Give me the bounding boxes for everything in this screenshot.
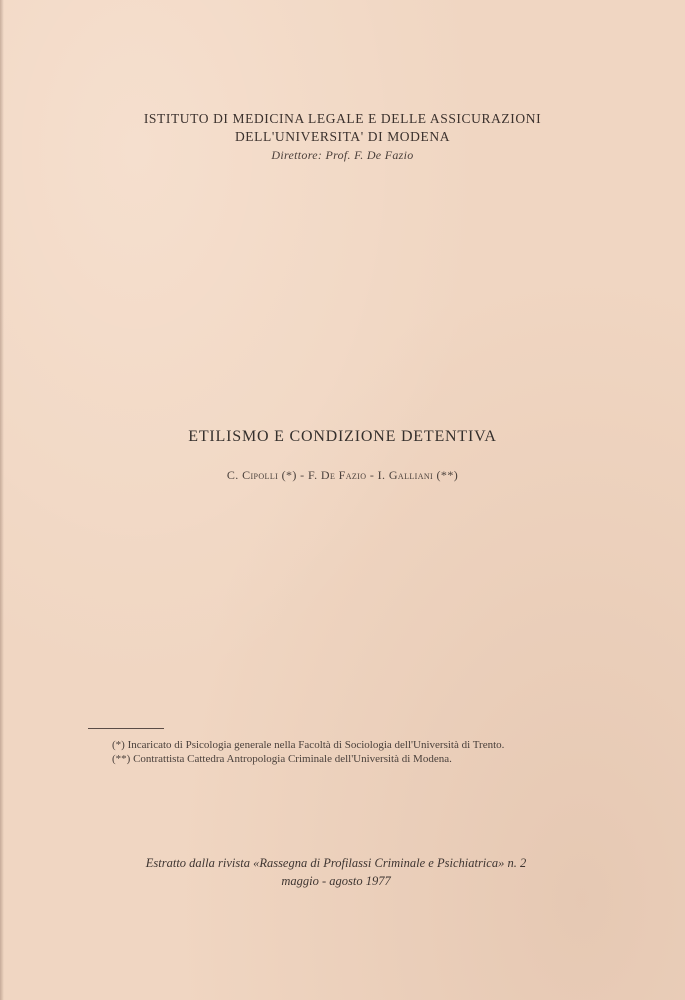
footnote-1: (*) Incaricato di Psicologia generale nella Facoltà di Sociologia dell'Università di Trento. xyxy=(112,739,505,751)
director-line: Direttore: Prof. F. De Fazio xyxy=(271,148,414,162)
footnote-2: (**) Contrattista Cattedra Antropologia Criminale dell'Università di Modena. xyxy=(112,752,452,765)
institute-header xyxy=(0,110,685,164)
document-title: ETILISMO E CONDIZIONE DETENTIVA xyxy=(188,428,497,445)
journal-extract-note xyxy=(86,854,586,890)
extract-date-line: maggio - agosto 1977 xyxy=(281,874,391,888)
university-name: DELL'UNIVERSITA' DI MODENA xyxy=(234,129,451,144)
authors-line: C. Cipolli (*) - F. De Fazio - I. Galliani (**) xyxy=(226,468,459,482)
extract-journal-line: Estratto dalla rivista «Rassegna di Profilassi Criminale e Psichiatrica» n. 2 xyxy=(145,856,527,870)
institute-name: ISTITUTO DI MEDICINA LEGALE E DELLE ASSICURAZIONI xyxy=(143,111,542,126)
footnotes xyxy=(86,739,556,766)
footnote-divider xyxy=(88,728,164,729)
